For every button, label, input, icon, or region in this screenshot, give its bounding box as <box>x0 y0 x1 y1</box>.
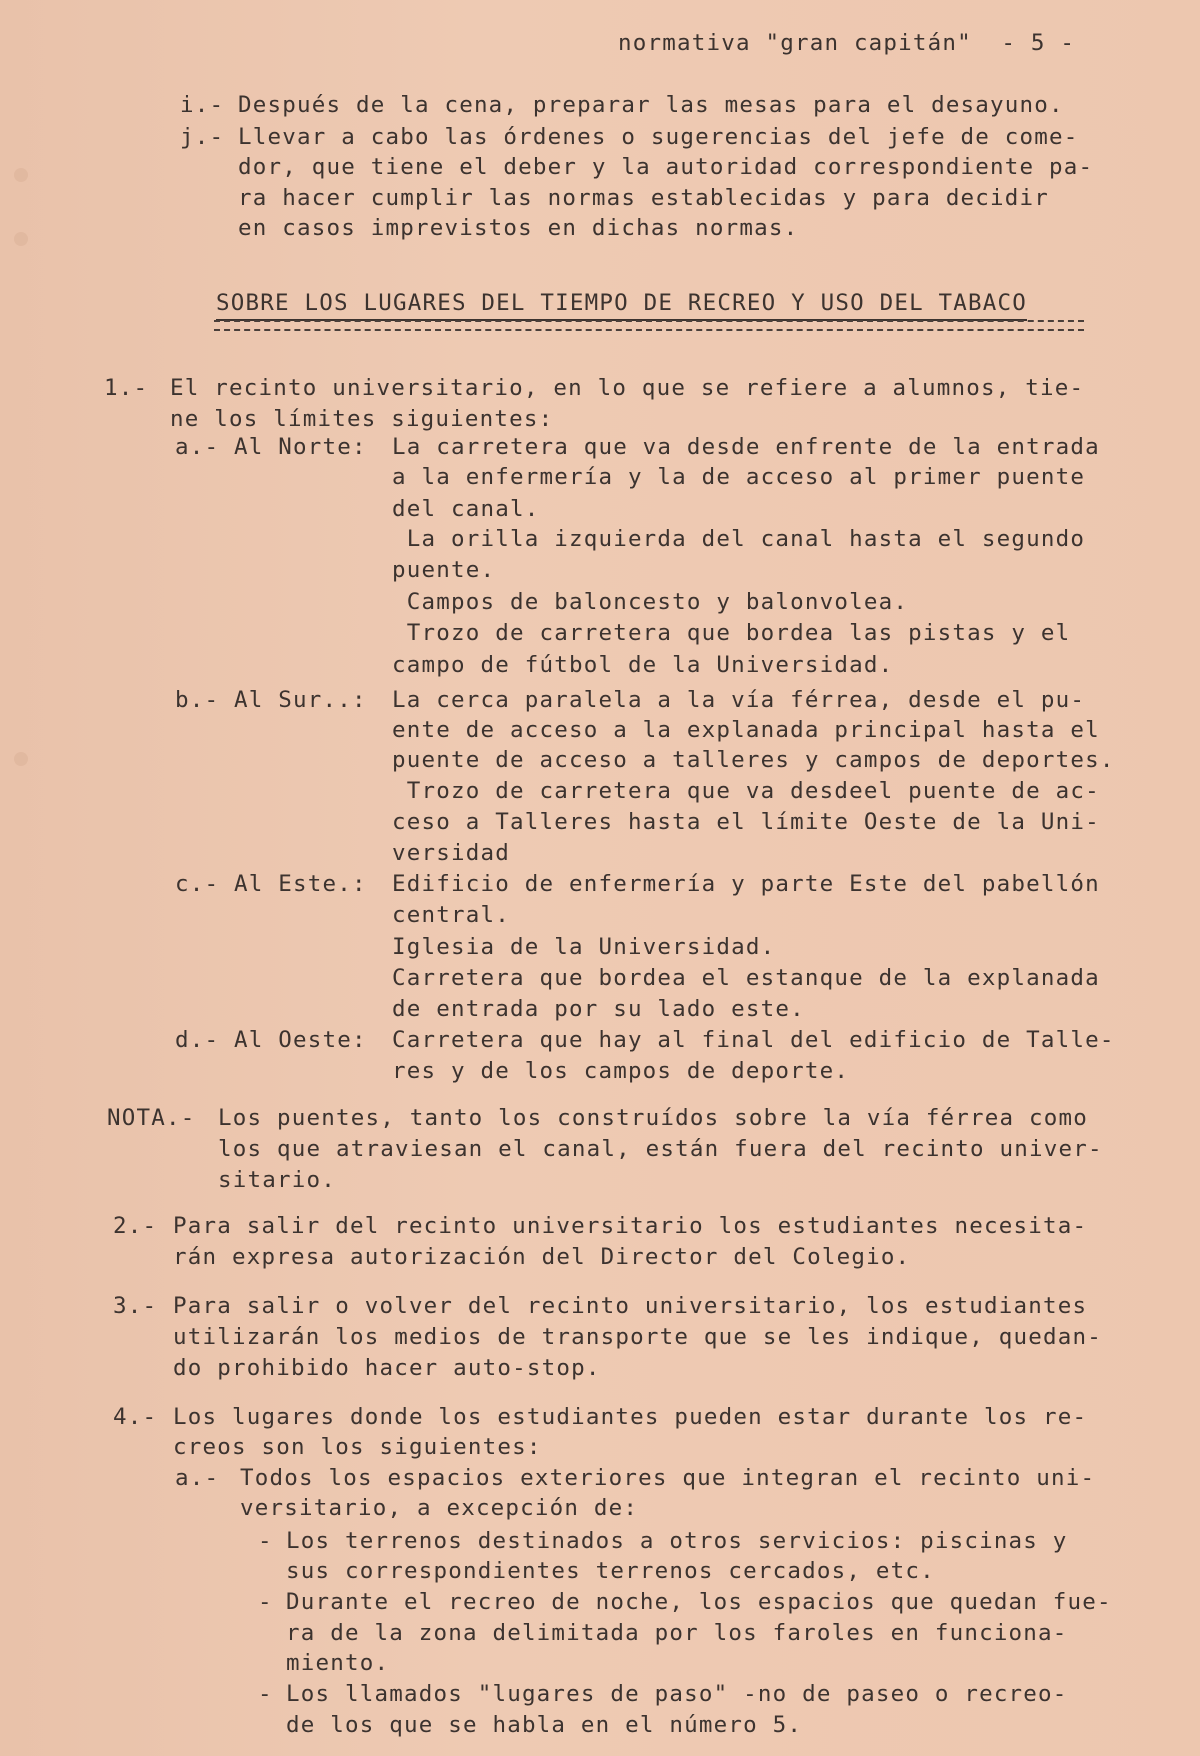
este-line: de entrada por su lado este. <box>392 996 805 1022</box>
punch-hole-mark <box>14 168 28 182</box>
rule-number: 2.- <box>113 1213 158 1239</box>
sur-line: ente de acceso a la explanada principal hasta el <box>392 717 1100 743</box>
item-j-line: en casos imprevistos en dichas normas. <box>238 215 799 241</box>
subitem-label-oeste: d.- Al Oeste: <box>175 1027 367 1053</box>
norte-line: campo de fútbol de la Universidad. <box>392 652 894 678</box>
punch-hole-mark <box>14 752 28 766</box>
double-rule <box>214 320 1084 331</box>
rule-4-line: creos son los siguientes: <box>173 1434 542 1460</box>
norte-line: Campos de baloncesto y balonvolea. <box>392 589 909 615</box>
oeste-line: Carretera que hay al final del edificio de Talle- <box>392 1027 1115 1053</box>
item-j-line: Llevar a cabo las órdenes o sugerencias del jefe de come- <box>238 124 1079 150</box>
exception-line: miento. <box>286 1650 390 1676</box>
norte-line: puente. <box>392 557 496 583</box>
item-label-i: i.- <box>180 92 225 118</box>
norte-line: del canal. <box>392 496 540 522</box>
item-j-line: ra hacer cumplir las normas establecidas y para decidir <box>238 185 1050 211</box>
nota-line: sitario. <box>218 1167 336 1193</box>
rule-4a-line: versitario, a excepción de: <box>240 1495 639 1521</box>
este-line: Iglesia de la Universidad. <box>392 934 776 960</box>
item-j-line: dor, que tiene el deber y la autoridad correspondiente pa- <box>238 154 1094 180</box>
norte-line: Trozo de carretera que bordea las pistas y el <box>392 620 1071 646</box>
subitem-label-sur: b.- Al Sur..: <box>175 687 367 713</box>
exception-line: Durante el recreo de noche, los espacios que quedan fue- <box>286 1589 1112 1615</box>
exception-line: de los que se habla en el número 5. <box>286 1712 803 1738</box>
item-label-j: j.- <box>180 124 225 150</box>
nota-line: Los puentes, tanto los construídos sobre la vía férrea como <box>218 1105 1089 1131</box>
nota-label: NOTA.- <box>107 1105 196 1131</box>
rule-3-line: Para salir o volver del recinto universitario, los estudiantes <box>173 1293 1088 1319</box>
exception-line: ra de la zona delimitada por los faroles en funciona- <box>286 1620 1068 1646</box>
page-header: normativa "gran capitán" - 5 - <box>618 30 1076 56</box>
sur-line: versidad <box>392 840 510 866</box>
nota-line: los que atraviesan el canal, están fuera del recinto univer- <box>218 1136 1103 1162</box>
rule-4a-line: Todos los espacios exteriores que integran el recinto uni- <box>240 1465 1096 1491</box>
sur-line: La cerca paralela a la vía férrea, desde el pu- <box>392 687 1086 713</box>
rule-number: 3.- <box>113 1293 158 1319</box>
subitem-label-este: c.- Al Este.: <box>175 871 367 897</box>
rule-2-line: rán expresa autorización del Director del Colegio. <box>173 1244 911 1270</box>
norte-line: La carretera que va desde enfrente de la entrada <box>392 434 1100 460</box>
sur-line: Trozo de carretera que va desdeel puente de ac- <box>392 778 1100 804</box>
dash-bullet: - <box>258 1528 273 1554</box>
sur-line: ceso a Talleres hasta el límite Oeste de la Uni- <box>392 809 1100 835</box>
exception-line: sus correspondientes terrenos cercados, etc. <box>286 1558 935 1584</box>
rule-1-line: El recinto universitario, en lo que se refiere a alumnos, tie- <box>170 375 1085 401</box>
rule-number: 1.- <box>104 375 149 401</box>
rule-2-line: Para salir del recinto universitario los estudiantes necesita- <box>173 1213 1088 1239</box>
oeste-line: res y de los campos de deporte. <box>392 1058 850 1084</box>
exception-line: Los llamados "lugares de paso" -no de paseo o recreo- <box>286 1681 1068 1707</box>
exception-line: Los terrenos destinados a otros servicios: piscinas y <box>286 1528 1068 1554</box>
este-line: central. <box>392 902 510 928</box>
item-i-line: Después de la cena, preparar las mesas para el desayuno. <box>238 92 1064 118</box>
rule-number: 4.- <box>113 1404 158 1430</box>
rule-1-line: ne los límites siguientes: <box>170 406 554 432</box>
sur-line: puente de acceso a talleres y campos de deportes. <box>392 747 1115 773</box>
rule-3-line: utilizarán los medios de transporte que se les indique, quedan- <box>173 1324 1103 1350</box>
norte-line: La orilla izquierda del canal hasta el segundo <box>392 526 1086 552</box>
subitem-label-norte: a.- Al Norte: <box>175 434 367 460</box>
este-line: Edificio de enfermería y parte Este del pabellón <box>392 871 1100 897</box>
este-line: Carretera que bordea el estanque de la explanada <box>392 965 1100 991</box>
dash-bullet: - <box>258 1589 273 1615</box>
dash-bullet: - <box>258 1681 273 1707</box>
section-title: SOBRE LOS LUGARES DEL TIEMPO DE RECREO Y USO DEL TABACO <box>216 288 1027 321</box>
rule-4-line: Los lugares donde los estudiantes pueden estar durante los re- <box>173 1404 1088 1430</box>
subitem-label-a: a.- <box>175 1465 220 1491</box>
rule-3-line: do prohibido hacer auto-stop. <box>173 1355 601 1381</box>
punch-hole-mark <box>14 232 28 246</box>
norte-line: a la enfermería y la de acceso al primer puente <box>392 464 1086 490</box>
